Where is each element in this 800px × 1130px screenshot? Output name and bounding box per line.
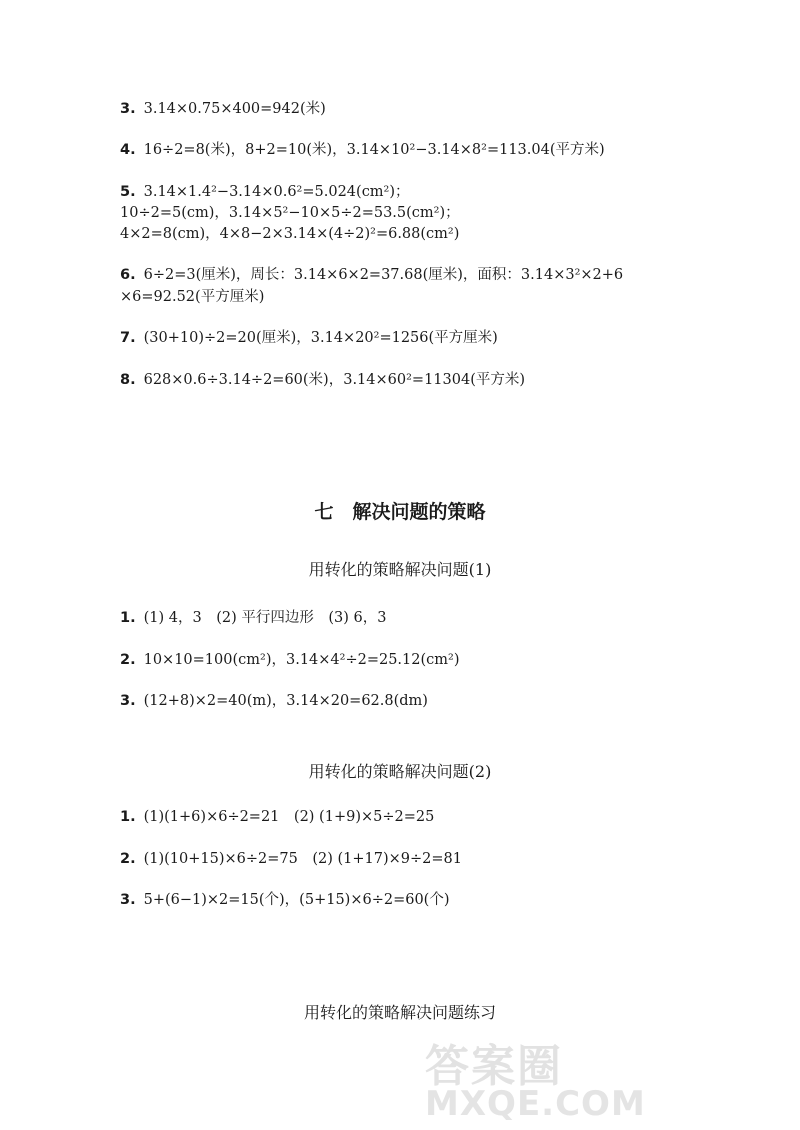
item-number: 5. — [120, 184, 136, 200]
item-number: 3. — [120, 892, 136, 908]
answer-item — [120, 182, 410, 202]
item-number: 2. — [120, 652, 136, 668]
item-number: 1. — [120, 809, 136, 825]
item-text: 16÷2=8(米)，8+2=10(米)，3.14×10²−3.14×8²=113.04(平方米) — [143, 142, 605, 158]
item-text: 10×10=100(cm²)，3.14×4²÷2=25.12(cm²) — [143, 652, 460, 668]
item-continuation: ×6=92.52(平方厘米) — [120, 289, 265, 305]
item-text: 3.14×0.75×400=942(米) — [143, 101, 326, 117]
watermark-url: MXQE.COM — [425, 1084, 646, 1124]
item-text: (1)(10+15)×6÷2=75 (2) (1+17)×9÷2=81 — [143, 851, 463, 867]
answer-item — [120, 265, 623, 285]
section-title: 用转化的策略解决问题(2) — [308, 762, 492, 781]
watermark — [425, 1030, 785, 1125]
answer-item — [120, 807, 434, 827]
item-number: 6. — [120, 267, 136, 283]
item-number: 4. — [120, 142, 136, 158]
section-title: 用转化的策略解决问题练习 — [303, 1003, 496, 1022]
answer-item — [120, 650, 460, 670]
item-text: 628×0.6÷3.14÷2=60(米)，3.14×60²=11304(平方米) — [143, 372, 526, 388]
answer-item — [120, 849, 462, 869]
item-number: 7. — [120, 330, 136, 346]
item-number: 2. — [120, 851, 136, 867]
answer-item — [120, 370, 525, 390]
answer-item — [120, 328, 498, 348]
item-text: (1)(1+6)×6÷2=21 (2) (1+9)×5÷2=25 — [143, 809, 435, 825]
answer-item — [120, 99, 326, 119]
item-text: (30+10)÷2=20(厘米)，3.14×20²=1256(平方厘米) — [143, 330, 498, 346]
item-text: 6÷2=3(厘米)，周长：3.14×6×2=37.68(厘米)，面积：3.14×3²×2+6 — [143, 267, 624, 283]
answer-item — [120, 140, 605, 160]
item-number: 1. — [120, 610, 136, 626]
item-number: 3. — [120, 101, 136, 117]
item-number: 8. — [120, 372, 136, 388]
watermark-logo: 答案圈 — [425, 1041, 563, 1092]
section-title: 用转化的策略解决问题(1) — [308, 560, 492, 579]
item-number: 3. — [120, 693, 136, 709]
item-text: (1) 4，3 (2) 平行四边形 (3) 6，3 — [143, 610, 387, 626]
answer-item — [120, 691, 428, 711]
item-text: 5+(6−1)×2=15(个)，(5+15)×6÷2=60(个) — [143, 892, 450, 908]
answer-item — [120, 608, 386, 628]
answer-item — [120, 890, 450, 910]
chapter-title: 七 解决问题的策略 — [314, 501, 486, 523]
item-text: (12+8)×2=40(m)，3.14×20=62.8(dm) — [143, 693, 428, 709]
item-continuation: 4×2=8(cm)，4×8−2×3.14×(4÷2)²=6.88(cm²) — [120, 226, 460, 242]
item-text: 3.14×1.4²−3.14×0.6²=5.024(cm²)； — [143, 184, 410, 200]
item-continuation: 10÷2=5(cm)，3.14×5²−10×5÷2=53.5(cm²)； — [120, 205, 460, 221]
